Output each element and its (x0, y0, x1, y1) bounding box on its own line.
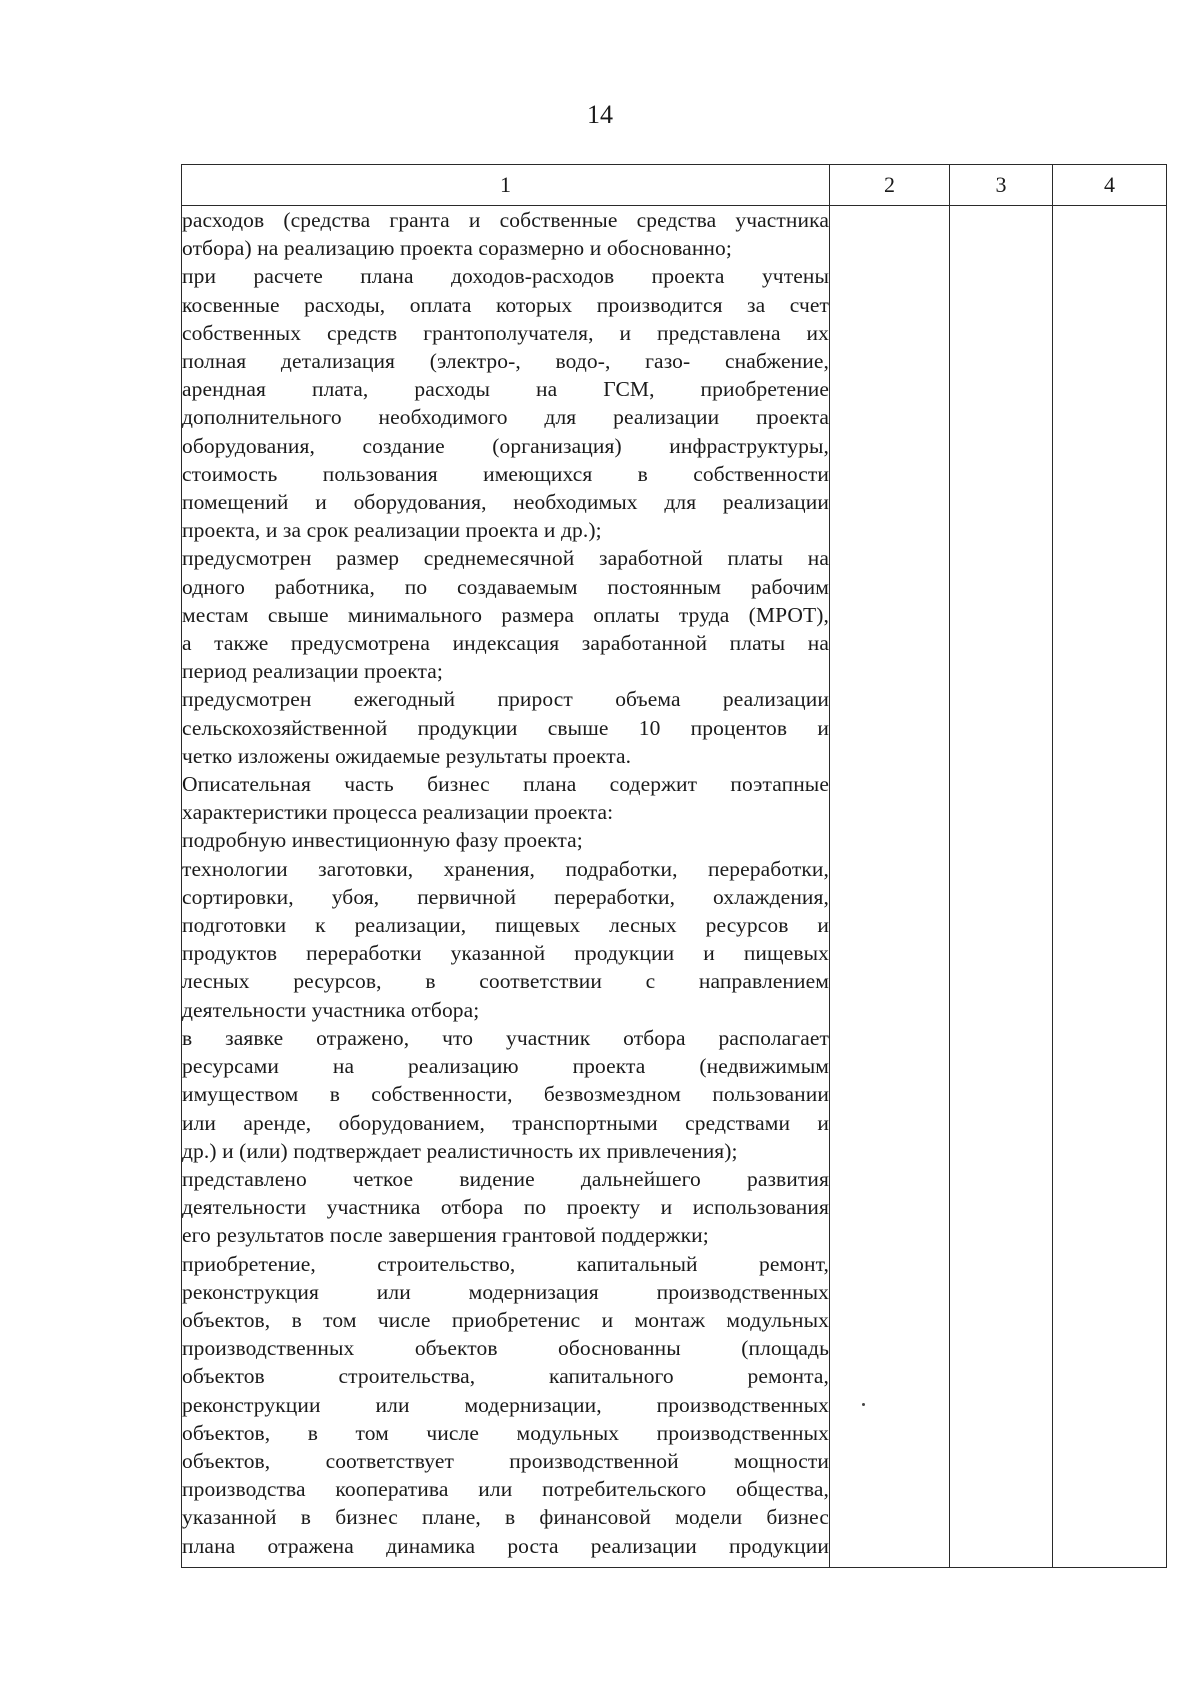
text-line: производственных объектов обоснованны (площадь (182, 1336, 829, 1361)
text-line: объектов, в том числе приобретенис и монтаж модульных (182, 1307, 829, 1332)
text-line: имуществом в собственности, безвозмездном пользовании (182, 1082, 829, 1107)
text-line: одного работника, по создаваемым постоянным рабочим (182, 574, 829, 599)
column-2-cell (830, 206, 950, 1568)
text-line: подготовки к реализации, пищевых лесных ресурсов и (182, 913, 829, 938)
text-line: производства кооператива или потребительского общества, (182, 1477, 829, 1502)
text-line: подробную инвестиционную фазу проекта; (182, 828, 583, 853)
text-line: деятельности участника отбора; (182, 997, 480, 1022)
text-line: проекта, и за срок реализации проекта и др.); (182, 518, 602, 543)
column-header-4: 4 (1053, 165, 1167, 206)
text-line: Описательная часть бизнес плана содержит поэтапные (182, 772, 829, 797)
column-4-cell (1053, 206, 1167, 1568)
column-header-2: 2 (830, 165, 950, 206)
text-line: при расчете плана доходов-расходов проекта учтены (182, 264, 829, 289)
text-line: реконструкция или модернизация производственных (182, 1279, 829, 1304)
text-line: период реализации проекта; (182, 659, 443, 684)
text-line: помещений и оборудования, необходимых для реализации (182, 490, 829, 515)
text-line: его результатов после завершения грантовой поддержки; (182, 1223, 709, 1248)
table-row (182, 206, 1167, 1568)
column-3-cell (950, 206, 1053, 1568)
text-line: оборудования, создание (организация) инфраструктуры, (182, 433, 829, 458)
text-line: объектов, в том числе модульных производственных (182, 1420, 829, 1445)
text-line: плана отражена динамика роста реализации продукции (182, 1533, 829, 1558)
text-line: ресурсами на реализацию проекта (недвижимым (182, 1054, 829, 1079)
text-line: в заявке отражено, что участник отбора располагает (182, 1025, 829, 1050)
text-line: стоимость пользования имеющихся в собственности (182, 461, 829, 486)
column-header-1: 1 (182, 165, 830, 206)
text-line: сортировки, убоя, первичной переработки, охлаждения, (182, 884, 829, 909)
text-line: косвенные расходы, оплата которых производится за счет (182, 292, 829, 317)
text-line: арендная плата, расходы на ГСМ, приобретение (182, 377, 829, 402)
text-line: предусмотрен размер среднемесячной заработной платы на (182, 546, 829, 571)
table-header-row (182, 165, 1167, 206)
text-line: отбора) на реализацию проекта соразмерно и обоснованно; (182, 236, 732, 261)
text-line: дополнительного необходимого для реализации проекта (182, 405, 829, 430)
text-line: а также предусмотрена индексация заработанной платы на (182, 631, 829, 656)
text-line: полная детализация (электро-, водо-, газо- снабжение, (182, 349, 829, 374)
text-line: приобретение, строительство, капитальный ремонт, (182, 1251, 829, 1276)
text-line: собственных средств грантополучателя, и представлена их (182, 320, 829, 345)
text-line: лесных ресурсов, в соответствии с направлением (182, 969, 829, 994)
text-line: реконструкции или модернизации, производственных (182, 1392, 829, 1417)
criteria-table (181, 164, 1167, 1568)
text-line: технологии заготовки, хранения, подработки, переработки, (182, 856, 829, 881)
text-line: деятельности участника отбора по проекту и использования (182, 1195, 829, 1220)
text-line: характеристики процесса реализации проекта: (182, 800, 614, 825)
text-line: или аренде, оборудованием, транспортными средствами и (182, 1110, 829, 1135)
page-number: 14 (587, 100, 613, 129)
text-line: предусмотрен ежегодный прирост объема реализации (182, 687, 829, 712)
column-header-3: 3 (950, 165, 1053, 206)
text-line: представлено четкое видение дальнейшего развития (182, 1166, 829, 1191)
text-line: др.) и (или) подтверждает реалистичность их привлечения); (182, 1138, 738, 1163)
text-line: четко изложены ожидаемые результаты проекта. (182, 743, 632, 768)
text-line: продуктов переработки указанной продукции и пищевых (182, 941, 829, 966)
criteria-text-cell (182, 206, 830, 1568)
text-line: объектов строительства, капитального ремонта, (182, 1364, 829, 1389)
text-line: указанной в бизнес плане, в финансовой модели бизнес (182, 1505, 829, 1530)
text-line: объектов, соответствует производственной мощности (182, 1448, 829, 1473)
text-line: расходов (средства гранта и собственные средства участника (182, 208, 829, 232)
text-line: местам свыше минимального размера оплаты труда (МРОТ), (182, 602, 829, 627)
scan-speck (862, 1403, 865, 1406)
text-line: сельскохозяйственной продукции свыше 10 процентов и (182, 715, 829, 740)
